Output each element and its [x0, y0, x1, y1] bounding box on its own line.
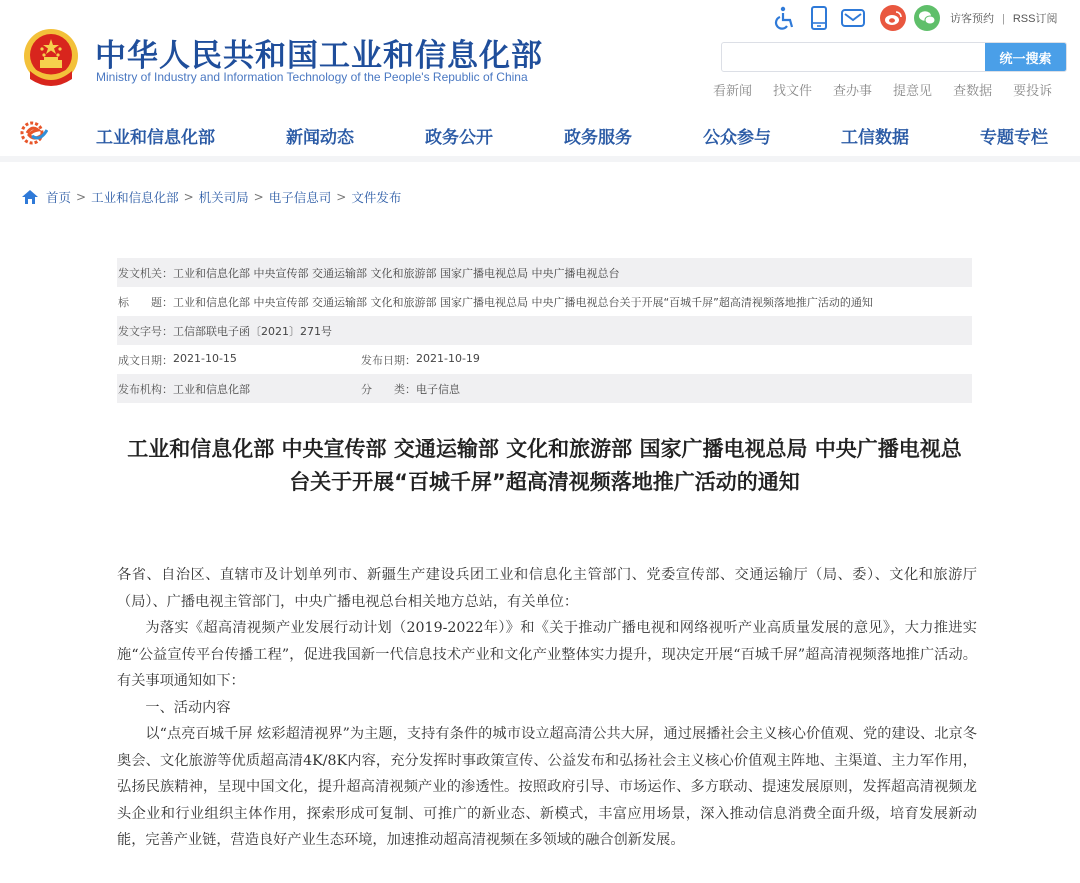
meta-label: 发布机构： — [118, 382, 173, 396]
nav-item-ministry[interactable]: 工业和信息化部 — [96, 128, 215, 148]
meta-cell-written-date — [118, 352, 361, 368]
breadcrumb — [22, 188, 401, 206]
rss-subscribe-link[interactable]: RSS订阅 — [1012, 13, 1058, 25]
breadcrumb-separator: > — [183, 190, 194, 204]
miit-logo-icon[interactable] — [20, 120, 48, 146]
article-paragraph-salutation: 各省、自治区、直辖市及计划单列市、新疆生产建设兵团工业和信息化主管部门、党委宣传部、交通运输厅（局、委）、文化和旅游厅（局）、广播电视主管部门，中央广播电视总台相关地方总站，有关单位： — [117, 567, 977, 610]
nav-item-data[interactable]: 工信数据 — [841, 128, 909, 148]
wechat-icon[interactable] — [914, 5, 940, 31]
home-icon[interactable] — [22, 190, 38, 204]
meta-row-title — [117, 287, 972, 316]
meta-cell-category — [361, 381, 460, 397]
nav-item-topics[interactable]: 专题专栏 — [980, 128, 1048, 148]
document-meta-table — [117, 258, 972, 403]
meta-label: 分 类： — [361, 382, 416, 396]
mobile-icon[interactable] — [806, 5, 832, 31]
article-paragraph-content: 以“点亮百城千屏 炫彩超清视界”为主题，支持有条件的城市设立超高清公共大屏，通过展播社会主义核心价值观、党的建设、北京冬奥会、文化旅游等优质超高清4K/8K内容，充分发挥时事政策宣传、公益发布和弘扬社会主义核心价值观主阵地、主渠道、主力军作用，弘扬民族精神，呈现中国文化，提升超高清视频产业的渗透性。按照政府引导、市场运作、多方联动、提速发展原则，发挥超高清视频龙头企业和行业组织主体作用，探索形成可复制、可推广的新业态、新模式，丰富应用场景，深入推动信息消费全面升级，培育发展新动能，完善产业链，营造良好产业生态环境，加速推动超高清视频在多领域的融合创新发展。 — [117, 726, 977, 848]
breadcrumb-electronics-dept[interactable]: 电子信息司 — [268, 190, 332, 205]
breadcrumb-separator: > — [76, 190, 87, 204]
quick-link-news[interactable]: 看新闻 — [713, 84, 753, 99]
meta-row-publisher — [117, 374, 972, 403]
meta-value-publisher: 工业和信息化部 — [173, 382, 250, 396]
weibo-icon[interactable] — [880, 5, 906, 31]
accessibility-icon[interactable] — [772, 5, 798, 31]
nav-item-participation[interactable]: 公众参与 — [703, 128, 771, 148]
meta-value-title: 工业和信息化部 中央宣传部 交通运输部 文化和旅游部 国家广播电视总局 中央广播电视总台关于开展“百城千屏”超高清视频落地推广活动的通知 — [173, 295, 873, 309]
breadcrumb-separator: > — [336, 190, 347, 204]
meta-row-issuer — [117, 258, 972, 287]
meta-row-doc-number — [117, 316, 972, 345]
quick-link-data[interactable]: 查数据 — [953, 84, 993, 99]
breadcrumb-doc-release[interactable]: 文件发布 — [351, 190, 402, 205]
meta-row-dates — [117, 345, 972, 374]
quick-link-services[interactable]: 查办事 — [833, 84, 873, 99]
visitor-appointment-link[interactable]: 访客预约 — [950, 13, 994, 25]
search-box — [721, 42, 1067, 72]
quick-link-documents[interactable]: 找文件 — [773, 84, 813, 99]
article-section-heading: 一、活动内容 — [145, 699, 231, 716]
quick-links — [713, 80, 1052, 99]
article-body — [117, 562, 977, 854]
breadcrumb-departments[interactable]: 机关司局 — [198, 190, 249, 205]
meta-label: 发文字号： — [118, 324, 173, 338]
quick-link-complaint[interactable]: 要投诉 — [1013, 84, 1053, 99]
nav-item-gov-affairs[interactable]: 政务公开 — [425, 128, 493, 148]
mail-icon[interactable] — [840, 5, 866, 31]
meta-cell-publish-date — [361, 352, 480, 368]
breadcrumb-separator: > — [253, 190, 264, 204]
top-links — [950, 10, 1057, 26]
divider: | — [1002, 13, 1005, 25]
nav-item-gov-services[interactable]: 政务服务 — [564, 128, 632, 148]
meta-value-written-date: 2021-10-15 — [173, 351, 237, 365]
site-header — [0, 0, 1080, 110]
article-title: 工业和信息化部 中央宣传部 交通运输部 文化和旅游部 国家广播电视总局 中央广播电视总台关于开展“百城千屏”超高清视频落地推广活动的通知 — [127, 437, 962, 494]
nav-item-news[interactable]: 新闻动态 — [286, 128, 354, 148]
meta-value-doc-number: 工信部联电子函〔2021〕271号 — [173, 324, 332, 338]
breadcrumb-home[interactable]: 首页 — [46, 190, 72, 205]
meta-value-publish-date: 2021-10-19 — [416, 351, 480, 365]
meta-value-issuer: 工业和信息化部 中央宣传部 交通运输部 文化和旅游部 国家广播电视总局 中央广播电视总台 — [173, 266, 620, 280]
meta-label: 发文机关： — [118, 266, 173, 280]
search-input[interactable] — [722, 43, 985, 71]
meta-label: 标 题： — [118, 295, 173, 309]
main-nav — [0, 110, 1080, 162]
search-button[interactable]: 统一搜索 — [985, 43, 1066, 71]
site-title: 中华人民共和国工业和信息化部 — [95, 38, 543, 74]
meta-value-category: 电子信息 — [416, 382, 460, 396]
meta-label: 发布日期： — [361, 353, 416, 367]
meta-label: 成文日期： — [118, 353, 173, 367]
site-subtitle: Ministry of Industry and Information Technology of the People's Republic of China — [96, 70, 528, 84]
meta-cell-publisher — [118, 381, 361, 397]
top-icon-bar — [772, 5, 948, 31]
quick-link-feedback[interactable]: 提意见 — [893, 84, 933, 99]
national-emblem-icon — [22, 27, 80, 89]
article-paragraph-intro: 为落实《超高清视频产业发展行动计划（2019-2022年）》和《关于推动广播电视和网络视听产业高质量发展的意见》，大力推进实施“公益宣传平台传播工程”，促进我国新一代信息技术产业和文化产业整体实力提升，现决定开展“百城千屏”超高清视频落地推广活动。有关事项通知如下： — [117, 620, 977, 689]
breadcrumb-ministry[interactable]: 工业和信息化部 — [91, 190, 179, 205]
